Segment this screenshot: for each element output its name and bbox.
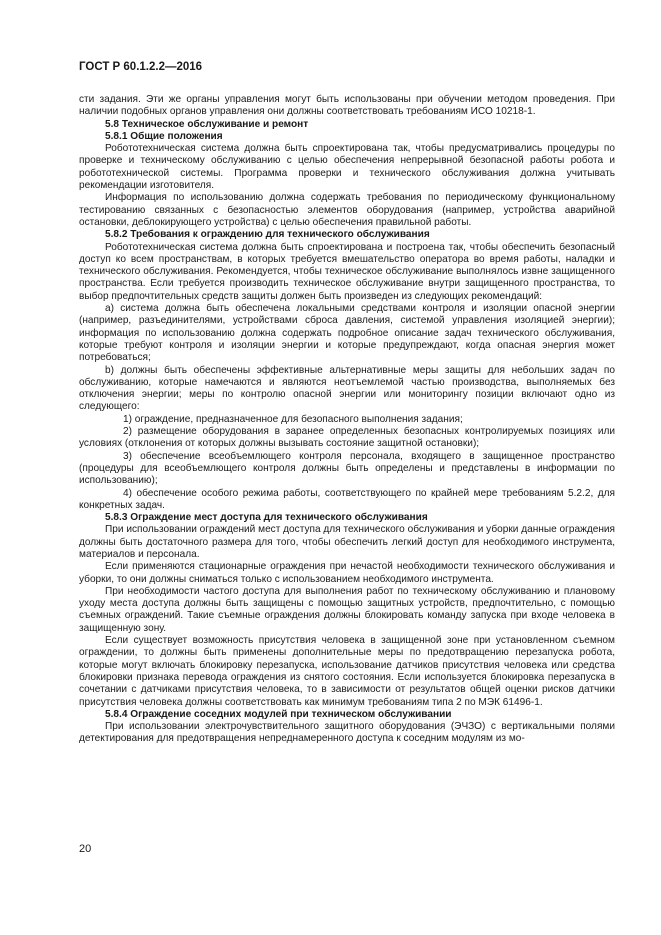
list-item: 4) обеспечение особого режима работы, соответствующего по крайней мере требованиям 5.2.2, для конкретных задач. xyxy=(79,487,615,511)
subsection-heading: 5.8.4 Ограждение соседних модулей при техническом обслуживании xyxy=(105,708,452,720)
list-item: 3) обеспечение всеобъемлющего контроля персонала, входящего в защищенное пространство (процедуры для всеобъемлющего контроля должны быть определены и представлены в информации по использованию); xyxy=(79,450,615,487)
document-body xyxy=(79,94,615,746)
list-item: 1) ограждение, предназначенное для безопасного выполнения задания; xyxy=(123,413,463,425)
paragraph: Информация по использованию должна содержать требования по периодическому функциональному тестированию связанных с безопасностью элементов оборудования (например, устройства аварийной остановки, деблокирующего устройства) с целью обеспечения правильной работы. xyxy=(79,192,615,228)
paragraph: При использовании ограждений мест доступа для технического обслуживания и уборки данные ограждения должны быть достаточного размера для того, чтобы обеспечить легкий доступ для необходимого инструмента, материалов и персонала. xyxy=(79,524,615,560)
subsection-heading: 5.8.1 Общие положения xyxy=(105,130,223,142)
paragraph: а) система должна быть обеспечена локальными средствами контроля и изоляции опасной энергии (например, разъединителями, устройствами сброса давления, системой управления изоляцией энергии); информация по использованию должна содержать подробное описание задач технического обслуживания, которые требуют контроля и изоляции энергии и которые предупреждают, когда опасная энергия может потребоваться; xyxy=(79,303,615,364)
subsection-heading: 5.8.2 Требования к ограждению для технического обслуживания xyxy=(105,229,430,241)
paragraph: Робототехническая система должна быть спроектирована так, чтобы предусматривались процедуры по проверке и техническому обслуживанию с целью обеспечения непрерывной безопасной работы робота и робототехнической системы. Программа проверки и технического обслуживания должна учитывать рекомендации изготовителя. xyxy=(79,143,615,192)
document-header: ГОСТ Р 60.1.2.2—2016 xyxy=(79,61,203,73)
list-item: 2) размещение оборудования в заранее определенных безопасных контролируемых позициях или условиях (отклонения от которых должны вызывать состояние защитной остановки); xyxy=(79,426,615,450)
paragraph: b) должны быть обеспечены эффективные альтернативные меры защиты для небольших задач по обслуживанию, которые намечаются и являются неотъемлемой частью производства, выполняемых без отключения энергии; меры по контролю опасной энергии или мониторингу позиции включают одно из следующего: xyxy=(79,364,615,413)
paragraph: Если существует возможность присутствия человека в защищенной зоне при установленном съемном ограждении, то должны быть применены дополнительные меры по предотвращению перезапуска робота, которые могут включать блокировку перезапуска, использование датчиков присутствия человека или средства блокировки признака перевода ограждения из снятого состояния. Если используется блокировка перезапуска в сочетании с датчиками присутствия человека, то в зависимости от результатов общей оценки рисков датчики присутствия человека должны соответствовать как минимум требованиям типа 2 по МЭК 61496-1. xyxy=(79,635,615,708)
subsection-heading: 5.8.3 Ограждение мест доступа для технического обслуживания xyxy=(105,512,428,524)
paragraph: При необходимости частого доступа для выполнения работ по техническому обслуживанию и плановому уходу места доступа должны быть защищены с помощью защитных устройств, предпочтительно, с помощью съемных ограждений. Такие съемные ограждения должны блокировать команду запуска при входе человека в защищенную зону. xyxy=(79,585,615,634)
section-heading: 5.8 Техническое обслуживание и ремонт xyxy=(105,118,309,130)
paragraph: Робототехническая система должна быть спроектирована и построена так, чтобы обеспечить безопасный доступ ко всем пространствам, в которых требуется вмешательство оператора во время работы, наладки и технического обслуживания. Рекомендуется, чтобы техническое обслуживание выполнялось извне защищенного пространства. Если требуется производить техническое обслуживание внутри защищенного пространства, то выбор предпочтительных средств защиты должен быть произведен из следующих рекомендаций: xyxy=(79,241,615,302)
page-number: 20 xyxy=(79,843,92,855)
paragraph: сти задания. Эти же органы управления могут быть использованы при обучении методом проведения. При наличии подобных органов управления они должны соответствовать требованиям ИСО 10218-1. xyxy=(79,94,615,118)
paragraph: При использовании электрочувствительного защитного оборудования (ЭЧЗО) с вертикальными полями детектирования для предотвращения непреднамеренного доступа к соседним модулям из мо- xyxy=(79,721,615,745)
paragraph: Если применяются стационарные ограждения при нечастой необходимости технического обслуживания и уборки, то они должны сниматься только с использованием необходимого инструмента. xyxy=(79,561,615,585)
